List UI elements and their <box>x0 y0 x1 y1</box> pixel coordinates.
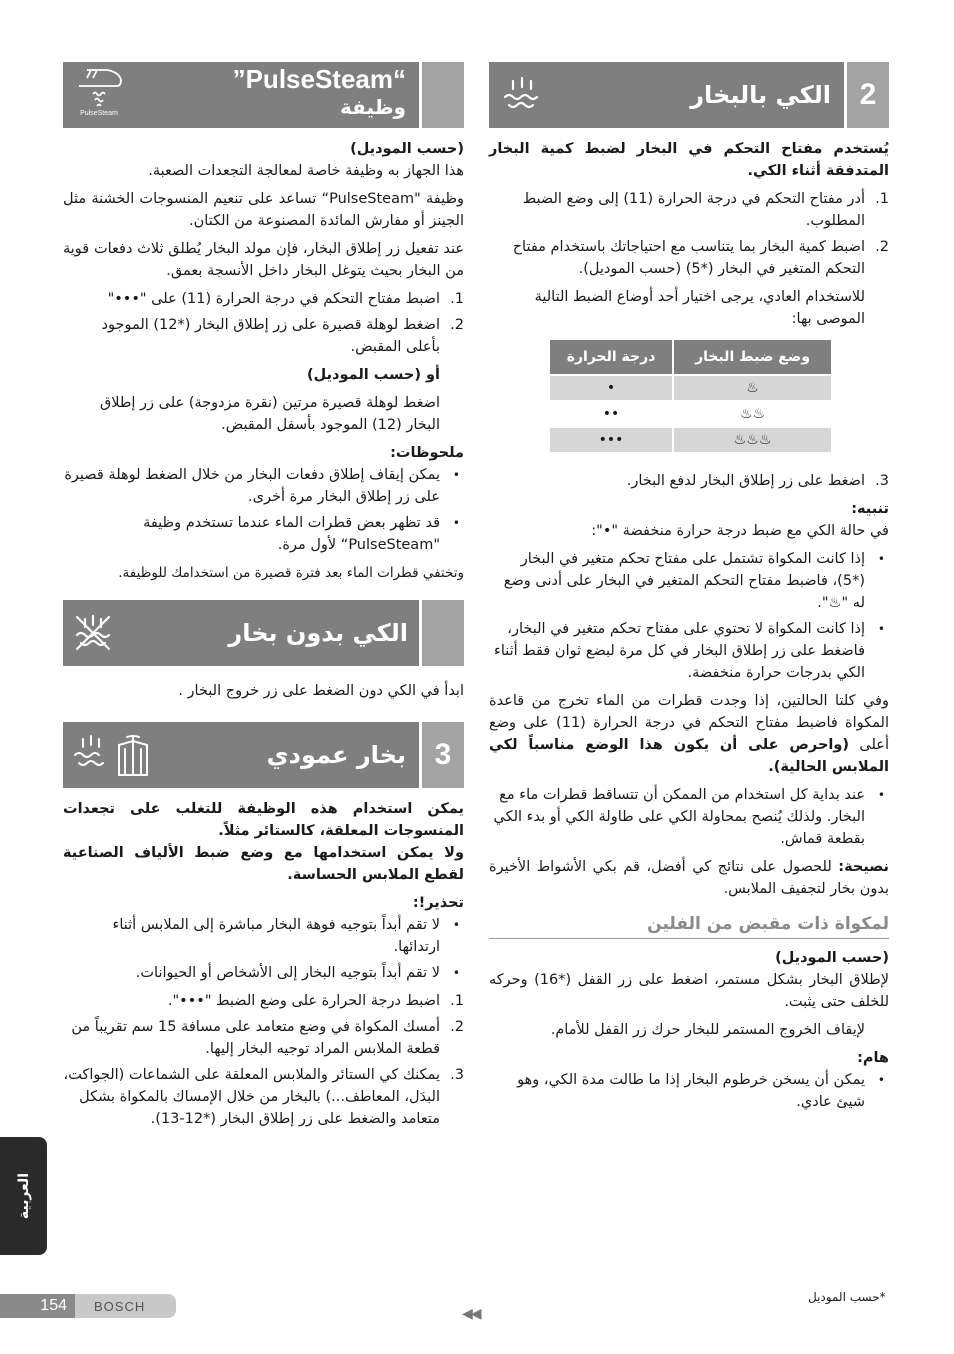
table-row <box>549 427 831 452</box>
vertical-steps <box>63 990 464 1130</box>
section-header-steam-ironing <box>489 62 889 128</box>
steam-step3 <box>489 470 889 492</box>
footnote: *حسب الموديل <box>808 1290 886 1304</box>
notes-list <box>63 464 464 556</box>
settings-table <box>548 340 831 452</box>
page-footer-bar <box>0 1294 176 1318</box>
list-item: • يمكن أن يسخن خرطوم البخار إذا ما طالت مدة الكي، وهو شيئ عادي. <box>517 1072 885 1110</box>
temp-cell: •• <box>549 401 673 427</box>
list-item: 1. اضبط درجة الحرارة على وضع الضبط "•••". <box>167 993 464 1009</box>
list-item: • لا تقم أبداً بتوجيه فوهة البخار مباشرة إلى الملابس أثناء ارتدائها. <box>112 917 460 955</box>
section-header-no-steam <box>63 600 464 666</box>
table-row <box>549 375 831 401</box>
warning-bullets <box>63 914 464 984</box>
list-item: • عند بداية كل استخدام من الممكن أن تتساقط قطرات ماء مع البخار. ولذلك يُنصح بمحاولة الكي على طاولة الكي أو بدء الكي بقطعة قماش. <box>493 787 885 847</box>
page-number: 154 <box>0 1294 75 1318</box>
lock-paragraph-1: لإطلاق البخار بشكل مستمر، اضغط على زر القفل (*16) وحركه للخلف حتى يثبت. <box>489 972 889 1010</box>
brand-logo: BOSCH <box>94 1298 146 1314</box>
steam-setting-cell: ♨♨ <box>673 401 831 427</box>
warning-title: تحذير!: <box>412 895 464 911</box>
section-title: الكي بالبخار <box>690 81 831 109</box>
section-number: 2 <box>844 62 889 128</box>
section-title: “PulseSteam” وظيفة <box>232 64 406 119</box>
caution-bullets <box>489 548 889 684</box>
right-column <box>489 62 889 1119</box>
pulse-paragraph-3: عند تفعيل زر إطلاق البخار، فإن مولد البخار يُطلق ثلاث دفعات قوية من البخار بحيث يتوغل البخار داخل الأنسجة بعمق. <box>63 241 464 279</box>
list-item: • لا تقم أبداً بتوجيه البخار إلى الأشخاص أو الحيوانات. <box>135 965 460 981</box>
list-item: 1. أدر مفتاح التحكم في درجة الحرارة (11) إلى وضع الضبط المطلوب. <box>522 191 889 229</box>
steam-intro: يُستخدم مفتاح التحكم في البخار لضبط كمية البخار المتدفقة أثناء الكي. <box>489 141 889 179</box>
language-tab: العربية <box>0 1137 47 1255</box>
table-header-row <box>549 340 831 375</box>
notes-title: ملحوظات: <box>390 445 464 461</box>
model-note: (حسب الموديل) <box>775 950 889 966</box>
both-cases-paragraph: وفي كلتا الحالتين، إذا وجدت قطرات من الماء تخرج من قاعدة المكواة فاضبط مفتاح التحكم في درجة الحرارة (11) على وضع أعلى (واحرص على أن يكون هذا الوضع مناسباً لكي الملابس الحالية). <box>489 693 890 775</box>
list-item: • إذا كانت المكواة لا تحتوي على مفتاح تحكم متغير في البخار، فاضغط على زر إطلاق البخار في كل مرة لبضع ثوان فقط أثناء الكي بدرجات حرارة منخفضة. <box>494 621 885 681</box>
pulse-paragraph-1: هذا الجهاز به وظيفة خاصة لمعالجة التجعدات الصعبة. <box>148 163 464 179</box>
list-item: 2. أمسك المكواة في وضع متعامد على مسافة 15 سم تقريباً من قطعة الملابس المراد توجيه البخار إليها. <box>71 1019 464 1057</box>
vertical-bold-2: ولا يمكن استخدامها مع وضع ضبط الألياف الصناعية لقطع الملابس الحساسة. <box>63 845 464 883</box>
col-header-steam: وضع ضبط البخار <box>673 340 831 375</box>
section-number-blank <box>419 600 464 666</box>
list-item: • يمكن إيقاف إطلاق دفعات البخار من خلال الضغط لوهلة قصيرة على زر إطلاق البخار مرة أخرى. <box>64 467 460 505</box>
caution-title: تنبيه: <box>851 501 889 517</box>
list-item: 2. اضبط كمية البخار بما يتناسب مع احتياجاتك باستخدام مفتاح التحكم المتغير في البخار (*5) (حسب الموديل). <box>512 239 889 277</box>
list-item: 2. اضغط لوهلة قصيرة على زر إطلاق البخار (*12) الموجود بأعلى المقبض. <box>101 317 464 355</box>
normal-use-note: للاستخدام العادي، يرجى اختيار أحد أوضاع الضبط التالية الموصى بها: <box>534 289 865 327</box>
prev-page-arrows-icon: ◀◀ <box>462 1306 480 1322</box>
temp-cell: • <box>549 375 673 401</box>
start-bullets <box>489 784 889 850</box>
col-header-temp: درجة الحرارة <box>549 340 673 375</box>
temp-cell: ••• <box>549 427 673 452</box>
pulsesteam-icon: PulseSteam <box>73 66 125 124</box>
important-title: هام: <box>857 1050 889 1066</box>
table-row <box>549 401 831 427</box>
left-column <box>63 62 464 1136</box>
section-header-pulsesteam <box>63 62 464 128</box>
steam-steps <box>489 188 889 280</box>
vertical-bold-1: يمكن استخدام هذه الوظيفة للتغلب على تجعدات المنسوجات المعلقة، كالستائر مثلاً. <box>63 801 464 839</box>
section-title: الكي بدون بخار <box>228 619 408 647</box>
list-item: 3. اضغط على زر إطلاق البخار لدفع البخار. <box>626 473 889 489</box>
notes-tail: وتختفي قطرات الماء بعد فترة قصيرة من استخدامك للوظيفة. <box>118 565 464 581</box>
list-item: • قد تظهر بعض قطرات الماء عندما تستخدم وظيفة "PulseSteam“ لأول مرة. <box>143 515 460 553</box>
caution-text: في حالة الكي مع ضبط درجة حرارة منخفضة "•": <box>591 523 889 539</box>
pulse-paragraph-2: وظيفة "PulseSteam“ تساعد على تنعيم المنسوجات الخشنة مثل الجينز أو مفارش المائدة المصنوعة من الكتان. <box>63 191 464 229</box>
cork-handle-heading: لمكواة ذات مقبض من الفلين <box>489 914 889 939</box>
steam-setting-cell: ♨ <box>673 375 831 401</box>
section-number-blank <box>419 62 464 128</box>
steam-setting-cell: ♨♨♨ <box>673 427 831 452</box>
model-note: (حسب الموديل) <box>350 141 464 157</box>
vertical-steam-icon <box>73 732 157 778</box>
section-title: بخار عمودي <box>266 741 406 769</box>
lock-paragraph-2: لإيقاف الخروج المستمر للبخار حرك زر القفل للأمام. <box>550 1022 865 1038</box>
list-item: 1. اضبط مفتاح التحكم في درجة الحرارة (11) على "•••" <box>107 291 464 307</box>
tip-paragraph: نصيحة: للحصول على نتائج كي أفضل، قم بكي الأشواط الأخيرة بدون بخار لتجفيف الملابس. <box>489 859 889 897</box>
pulse-steps <box>63 288 464 358</box>
or-text: اضغط لوهلة قصيرة مرتين (نقرة مزدوجة) على زر إطلاق البخار (12) الموجود بأسفل المقبض. <box>99 395 440 433</box>
no-steam-text: ابدأ في الكي دون الضغط على زر خروج البخار . <box>178 683 464 699</box>
section-header-vertical-steam <box>63 722 464 788</box>
list-item: 3. يمكنك كي الستائر والملابس المعلقة على الشماعات (الجواكت، البدَل، المعاطف...) بالبخار من خلال الإمساك بالمكواة بشكل متعامد والضغط على زر إطلاق البخار (*12-13). <box>63 1067 464 1127</box>
important-bullets <box>489 1069 889 1113</box>
section-number: 3 <box>419 722 464 788</box>
or-model-note: أو (حسب الموديل) <box>307 367 440 383</box>
no-steam-icon <box>73 610 113 656</box>
list-item: • إذا كانت المكواة تشتمل على مفتاح تحكم متغير في البخار (*5)، فاضبط مفتاح التحكم المتغير في البخار على أدنى وضع له "♨". <box>503 551 885 611</box>
steam-icon <box>499 72 545 118</box>
